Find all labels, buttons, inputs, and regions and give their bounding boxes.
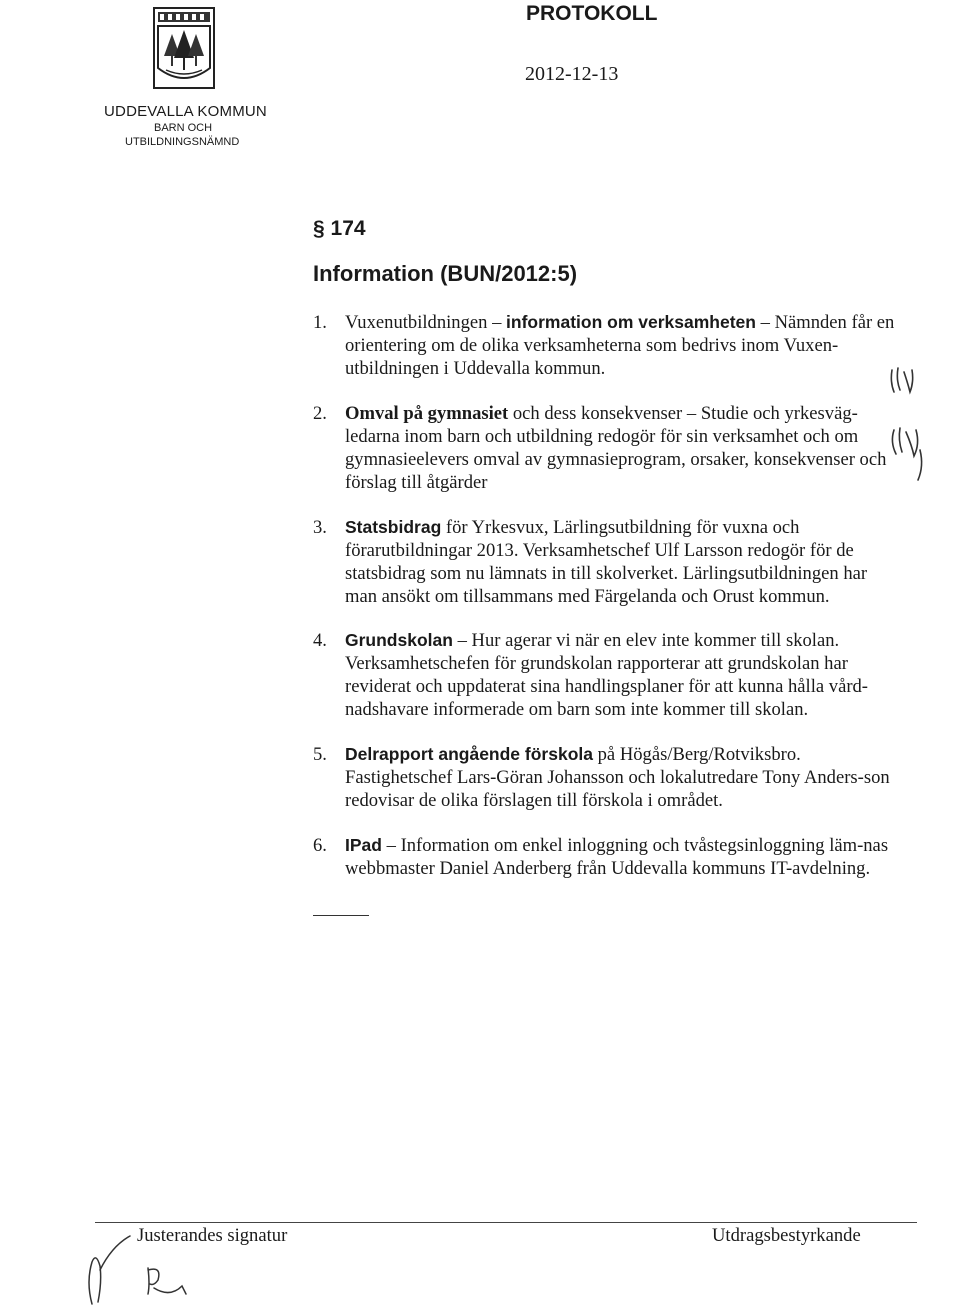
item-keyword: Omval på gymnasiet xyxy=(345,403,509,424)
agenda-item xyxy=(313,402,903,494)
item-body xyxy=(345,311,903,380)
item-body xyxy=(345,516,903,608)
item-text: och dess konsekvenser – Studie och yrkesväg-ledarna inom barn och utbildning redogör för sin verksamhet och om gymnasieelevers omval av gymnasieprogram, orsaker, konsekvenser och förslag till åtgärder xyxy=(345,403,887,493)
adjuster-signature-label: Justerandes signatur xyxy=(137,1225,288,1246)
department-name-line1: BARN OCH xyxy=(154,122,213,134)
section-title: Information (BUN/2012:5) xyxy=(313,261,578,286)
handwritten-initials-icon xyxy=(880,362,950,492)
handwritten-signatures-icon xyxy=(78,1232,248,1312)
agenda-item xyxy=(313,311,903,380)
item-body xyxy=(345,834,903,880)
item-body xyxy=(345,629,903,721)
item-lead: Vuxenutbildningen – xyxy=(345,312,507,333)
item-keyword: Delrapport angående förskola xyxy=(345,744,593,764)
item-number: 1. xyxy=(313,312,327,333)
document-title: PROTOKOLL xyxy=(526,2,658,25)
agenda-item xyxy=(313,834,903,880)
footer-rule xyxy=(95,1222,917,1223)
agenda-item xyxy=(313,516,903,608)
agenda-item xyxy=(313,743,903,812)
item-body xyxy=(345,743,903,812)
agenda-item xyxy=(313,629,903,721)
item-text: för Yrkesvux, Lärlingsutbildning för vuxna och förarutbildningar 2013. Verksamhetschef Ulf Larsson redogör för de statsbidrag som nu lämnats in till skolverket. Lärlingsutbildningen har man ansökt om tillsammans med Färgelanda och Orust kommun. xyxy=(345,517,868,607)
item-number: 4. xyxy=(313,630,327,651)
item-number: 2. xyxy=(313,403,327,424)
section-number: § 174 xyxy=(313,217,366,240)
item-keyword: information om verksamheten xyxy=(506,312,756,332)
item-text: på Högås/Berg/Rotviksbro. Fastighetschef Lars-Göran Johansson och lokalutredare Tony Anders-son redovisar de olika förslagen till förskola i området. xyxy=(345,744,890,811)
end-divider xyxy=(313,915,369,916)
item-text: – Information om enkel inloggning och tvåstegsinloggning läm-nas webbmaster Daniel Anderberg från Uddevalla kommuns IT-avdelning. xyxy=(345,835,889,879)
item-text: – Nämnden får en orientering om de olika verksamheterna som bedrivs inom Vuxen-utbildningen i Uddevalla kommun. xyxy=(345,312,895,379)
item-body xyxy=(345,402,903,494)
item-number: 3. xyxy=(313,517,327,538)
extract-certification-label: Utdragsbestyrkande xyxy=(712,1225,861,1246)
item-number: 5. xyxy=(313,744,327,765)
municipal-crest-icon xyxy=(152,6,216,90)
item-text: – Hur agerar vi när en elev inte kommer till skolan. Verksamhetschefen för grundskolan rapporterar att grundskolan har reviderat och uppdaterat sina handlingsplaner för att kunna hålla vård-nadshavare informerade om barn som inte kommer till skolan. xyxy=(345,630,869,720)
document-date: 2012-12-13 xyxy=(525,63,619,85)
department-name-line2: UTBILDNINGSNÄMND xyxy=(125,136,240,148)
item-number: 6. xyxy=(313,835,327,856)
item-keyword: IPad xyxy=(345,835,382,855)
item-keyword: Grundskolan xyxy=(345,630,453,650)
organization-name: UDDEVALLA KOMMUN xyxy=(104,103,267,120)
item-keyword: Statsbidrag xyxy=(345,517,442,537)
